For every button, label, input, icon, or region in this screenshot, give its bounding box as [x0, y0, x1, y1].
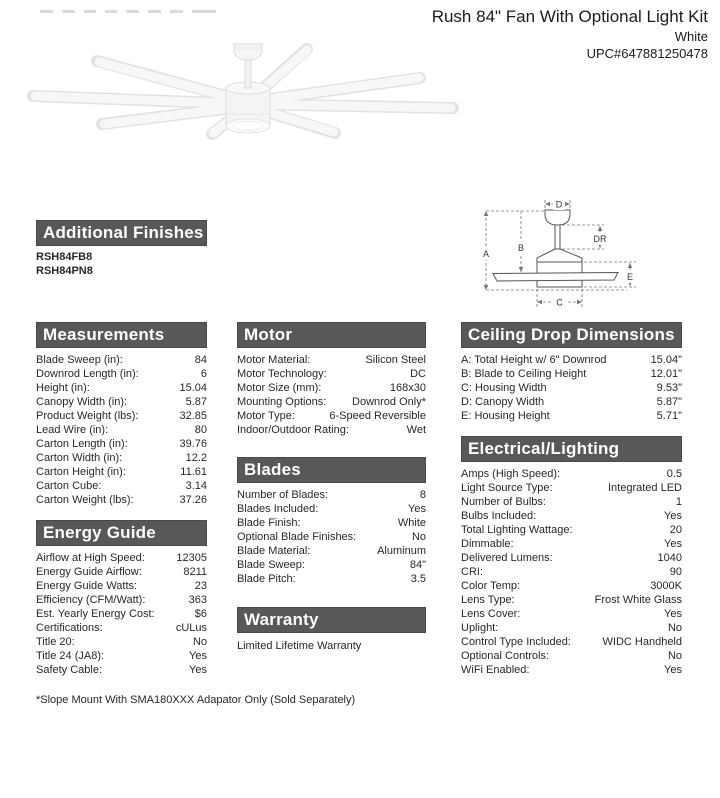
dim-label-e: E — [626, 272, 634, 282]
spec-value: Integrated LED — [608, 482, 682, 494]
spec-value: Yes — [189, 664, 207, 676]
spec-label: Lead Wire (in): — [36, 424, 109, 436]
spec-row — [461, 395, 682, 409]
warranty-text: Limited Lifetime Warranty — [237, 640, 362, 652]
spec-value: 23 — [194, 580, 207, 592]
spec-row — [461, 495, 682, 509]
spec-row — [36, 479, 207, 493]
spec-row — [36, 579, 207, 593]
spec-row — [461, 353, 682, 367]
measurements-rows — [36, 353, 207, 507]
spec-value: 84" — [409, 559, 426, 571]
spec-label: Bulbs Included: — [461, 510, 537, 522]
section-energy-guide — [36, 520, 207, 677]
spec-row — [36, 621, 207, 635]
spec-row — [237, 488, 426, 502]
spec-value: Yes — [408, 503, 426, 515]
spec-value: 9.53" — [656, 382, 682, 394]
spec-value: 80 — [194, 424, 207, 436]
spec-value: Silicon Steel — [365, 354, 426, 366]
spec-label: Carton Weight (lbs): — [36, 494, 134, 506]
section-header-warranty: Warranty — [237, 607, 426, 633]
spec-label: Airflow at High Speed: — [36, 552, 145, 564]
spec-value: cULus — [175, 622, 207, 634]
section-header-blades: Blades — [237, 457, 426, 483]
spec-value: DC — [410, 368, 426, 380]
spec-value: $6 — [194, 608, 207, 620]
spec-row — [237, 558, 426, 572]
spec-row — [237, 530, 426, 544]
section-warranty — [237, 607, 426, 653]
spec-label: B: Blade to Ceiling Height — [461, 368, 587, 380]
spec-label: Uplight: — [461, 622, 499, 634]
dim-label-b: B — [517, 243, 525, 253]
spec-label: Carton Cube: — [36, 480, 102, 492]
section-header-measurements: Measurements — [36, 322, 207, 348]
blades-rows — [237, 488, 426, 586]
spec-row — [461, 367, 682, 381]
spec-value: 168x30 — [389, 382, 426, 394]
spec-row — [461, 467, 682, 481]
spec-value: 3000K — [650, 580, 682, 592]
spec-row — [461, 509, 682, 523]
spec-row — [237, 353, 426, 367]
spec-value: 12.01" — [650, 368, 682, 380]
spec-row — [237, 395, 426, 409]
spec-row — [461, 523, 682, 537]
spec-row — [461, 409, 682, 423]
diagram-flare — [537, 249, 582, 262]
spec-value: No — [411, 531, 426, 543]
diagram-blade — [493, 273, 618, 282]
spec-label: Light Source Type: — [461, 482, 553, 494]
spec-label: Delivered Lumens: — [461, 552, 553, 564]
section-header-electrical: Electrical/Lighting — [461, 436, 682, 462]
spec-label: Energy Guide Watts: — [36, 580, 138, 592]
spec-row — [237, 544, 426, 558]
product-photo-fan — [20, 38, 460, 208]
spec-row — [36, 635, 207, 649]
spec-label: A: Total Height w/ 6" Downrod — [461, 354, 607, 366]
spec-label: Blade Material: — [237, 545, 311, 557]
spec-value: 0.5 — [666, 468, 682, 480]
spec-row — [36, 649, 207, 663]
spec-label: Canopy Width (in): — [36, 396, 128, 408]
spec-label: Certifications: — [36, 622, 103, 634]
spec-label: WiFi Enabled: — [461, 664, 530, 676]
spec-label: Carton Width (in): — [36, 452, 123, 464]
spec-row — [36, 465, 207, 479]
finish-list — [36, 250, 207, 278]
spec-row — [36, 493, 207, 507]
spec-label: Optional Controls: — [461, 650, 550, 662]
finish-code: RSH84FB8 — [36, 251, 93, 263]
spec-label: Height (in): — [36, 382, 90, 394]
spec-value: Aluminum — [377, 545, 426, 557]
spec-value: 20 — [669, 524, 682, 536]
spec-value: Wet — [406, 424, 426, 436]
spec-row — [36, 607, 207, 621]
spec-value: White — [397, 517, 426, 529]
spec-row — [36, 381, 207, 395]
electrical-rows — [461, 467, 682, 677]
spec-row — [461, 607, 682, 621]
spec-label: Total Lighting Wattage: — [461, 524, 573, 536]
spec-label: Est. Yearly Energy Cost: — [36, 608, 155, 620]
spec-label: Efficiency (CFM/Watt): — [36, 594, 146, 606]
spec-row — [237, 381, 426, 395]
spec-value: Yes — [664, 608, 682, 620]
energy-guide-rows — [36, 551, 207, 677]
section-blades — [237, 457, 426, 586]
spec-row — [461, 537, 682, 551]
ceiling-drop-diagram — [470, 192, 705, 314]
spec-value: 6-Speed Reversible — [329, 410, 426, 422]
section-additional-finishes — [36, 220, 207, 278]
spec-value: 11.61 — [180, 466, 207, 478]
spec-label: Control Type Included: — [461, 636, 571, 648]
dim-label-a: A — [482, 249, 490, 259]
section-motor — [237, 322, 426, 437]
fan-canopy — [234, 44, 262, 60]
spec-value: 363 — [188, 594, 207, 606]
spec-value: 84 — [194, 354, 207, 366]
spec-value: 3.5 — [410, 573, 426, 585]
spec-label: Number of Blades: — [237, 489, 329, 501]
section-header-ceiling-drop: Ceiling Drop Dimensions — [461, 322, 682, 348]
spec-label: Safety Cable: — [36, 664, 103, 676]
spec-row — [461, 381, 682, 395]
spec-value: Yes — [664, 510, 682, 522]
spec-value: 8 — [419, 489, 426, 501]
spec-label: Optional Blade Finishes: — [237, 531, 357, 543]
spec-row — [461, 663, 682, 677]
spec-value: 12305 — [176, 552, 207, 564]
slope-mount-footnote: *Slope Mount With SMA180XXX Adapator Only (Sold Separately) — [36, 694, 356, 706]
spec-row — [461, 593, 682, 607]
spec-row — [36, 551, 207, 565]
spec-label: CRI: — [461, 566, 483, 578]
spec-row — [36, 395, 207, 409]
spec-value: Yes — [189, 650, 207, 662]
spec-label: Number of Bulbs: — [461, 496, 546, 508]
spec-label: Motor Size (mm): — [237, 382, 322, 394]
spec-label: Blade Sweep: — [237, 559, 305, 571]
spec-label: Color Temp: — [461, 580, 521, 592]
spec-label: Title 20: — [36, 636, 75, 648]
spec-value: No — [667, 650, 682, 662]
spec-value: Yes — [664, 664, 682, 676]
spec-row — [36, 423, 207, 437]
title-block — [432, 6, 708, 62]
spec-row — [461, 481, 682, 495]
spec-row — [237, 516, 426, 530]
spec-value: 37.26 — [179, 494, 207, 506]
diagram-canopy — [545, 210, 570, 225]
dim-label-dr: DR — [593, 234, 607, 244]
section-measurements — [36, 322, 207, 507]
spec-row — [36, 353, 207, 367]
spec-value: No — [667, 622, 682, 634]
spec-label: Blade Finish: — [237, 517, 301, 529]
spec-value: 1040 — [657, 552, 682, 564]
spec-row — [36, 367, 207, 381]
spec-value: 15.04 — [179, 382, 207, 394]
section-electrical-lighting — [461, 436, 682, 677]
spec-label: Downrod Length (in): — [36, 368, 139, 380]
spec-value: 6 — [200, 368, 207, 380]
spec-value: 3.14 — [185, 480, 207, 492]
spec-label: Dimmable: — [461, 538, 514, 550]
spec-label: Product Weight (lbs): — [36, 410, 139, 422]
spec-row — [36, 663, 207, 677]
spec-row — [461, 579, 682, 593]
spec-row — [461, 621, 682, 635]
spec-label: E: Housing Height — [461, 410, 550, 422]
spec-row — [461, 649, 682, 663]
spec-label: Carton Height (in): — [36, 466, 126, 478]
spec-row — [36, 451, 207, 465]
spec-row — [237, 367, 426, 381]
spec-label: Motor Type: — [237, 410, 295, 422]
spec-value: 5.87" — [656, 396, 682, 408]
spec-value: 12.2 — [185, 452, 207, 464]
spec-value: 5.71" — [656, 410, 682, 422]
spec-label: D: Canopy Width — [461, 396, 545, 408]
spec-label: Lens Type: — [461, 594, 515, 606]
section-ceiling-drop-dimensions — [461, 322, 682, 423]
product-title: Rush 84" Fan With Optional Light Kit — [431, 7, 708, 26]
spec-row — [36, 565, 207, 579]
section-header-additional-finishes: Additional Finishes — [36, 220, 207, 246]
spec-row — [36, 409, 207, 423]
spec-row — [461, 635, 682, 649]
spec-value: 39.76 — [179, 438, 207, 450]
spec-value: 1 — [675, 496, 682, 508]
section-header-motor: Motor — [237, 322, 426, 348]
spec-row — [237, 502, 426, 516]
spec-label: Blades Included: — [237, 503, 319, 515]
dim-label-c: C — [556, 297, 563, 308]
ceiling-drop-rows — [461, 353, 682, 423]
finish-code: RSH84PN8 — [36, 265, 93, 277]
spec-label: Indoor/Outdoor Rating: — [237, 424, 349, 436]
cropped-logo-remnant — [40, 0, 225, 3]
spec-label: Lens Cover: — [461, 608, 521, 620]
spec-row — [237, 572, 426, 586]
fan-downrod — [245, 60, 251, 88]
spec-row — [237, 423, 426, 437]
spec-row — [36, 593, 207, 607]
spec-label: C: Housing Width — [461, 382, 547, 394]
spec-label: Amps (High Speed): — [461, 468, 561, 480]
spec-value: 8211 — [183, 566, 207, 578]
spec-value: 90 — [669, 566, 682, 578]
spec-label: Motor Material: — [237, 354, 311, 366]
spec-value: 5.87 — [185, 396, 207, 408]
spec-value: Frost White Glass — [594, 594, 682, 606]
spec-row — [237, 409, 426, 423]
spec-label: Carton Length (in): — [36, 438, 128, 450]
spec-value: 32.85 — [179, 410, 207, 422]
spec-row — [36, 437, 207, 451]
product-finish: White — [674, 29, 708, 44]
motor-rows — [237, 353, 426, 437]
spec-label: Energy Guide Airflow: — [36, 566, 142, 578]
spec-label: Title 24 (JA8): — [36, 650, 105, 662]
spec-row — [461, 551, 682, 565]
fan-motor-housing — [226, 82, 270, 133]
spec-label: Mounting Options: — [237, 396, 327, 408]
spec-value: 15.04" — [650, 354, 682, 366]
product-upc: UPC#647881250478 — [586, 46, 708, 61]
spec-value: No — [192, 636, 207, 648]
spec-row — [461, 565, 682, 579]
section-header-energy-guide: Energy Guide — [36, 520, 207, 546]
spec-label: Motor Technology: — [237, 368, 327, 380]
dim-label-d: D — [555, 199, 563, 210]
spec-value: Yes — [664, 538, 682, 550]
spec-value: WIDC Handheld — [602, 636, 682, 648]
spec-value: Downrod Only* — [352, 396, 426, 408]
spec-label: Blade Sweep (in): — [36, 354, 123, 366]
spec-label: Blade Pitch: — [237, 573, 296, 585]
